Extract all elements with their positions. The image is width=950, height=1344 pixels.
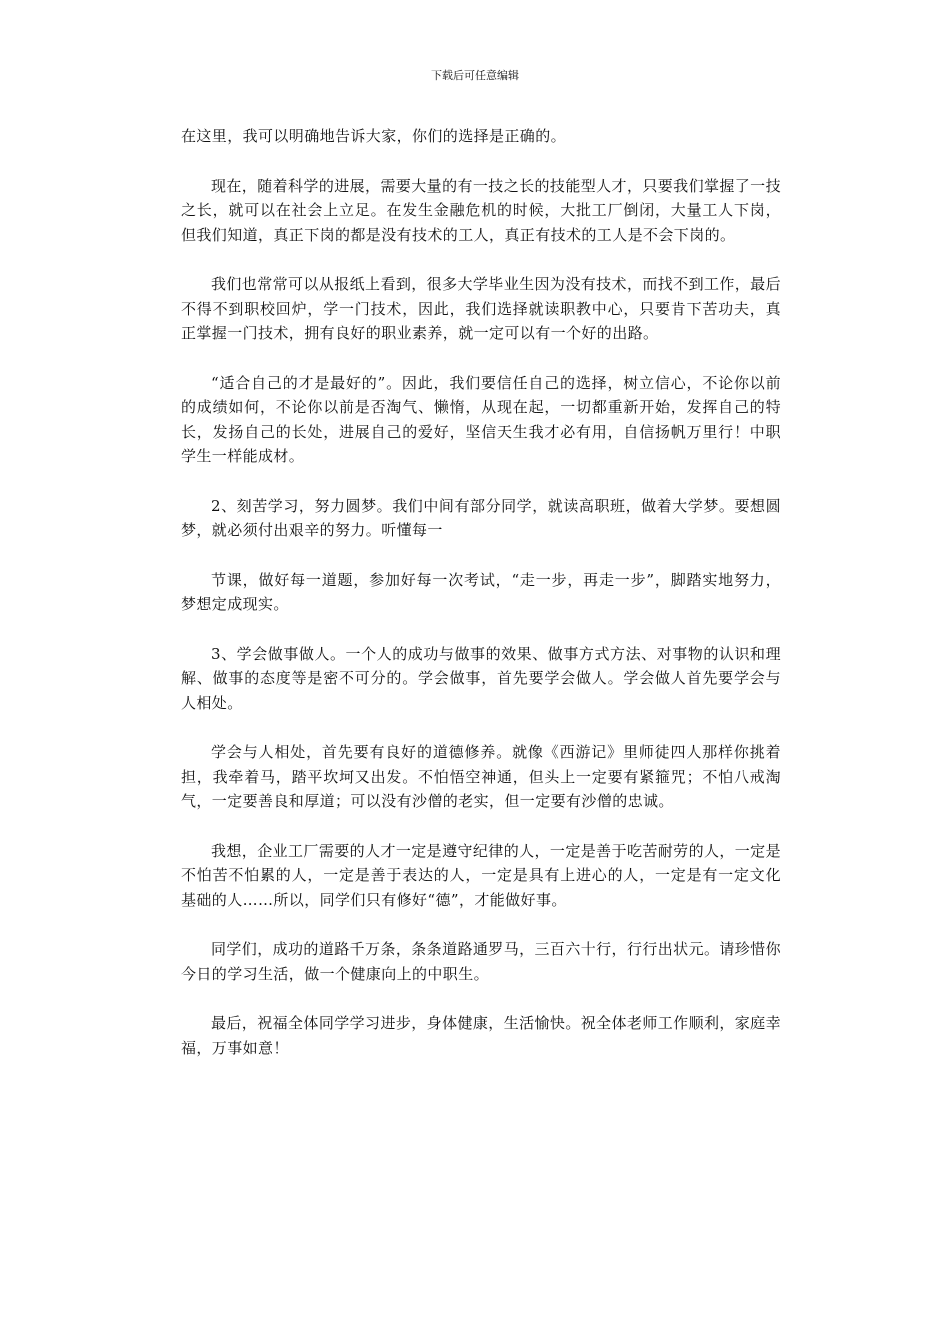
paragraph-6: 节课，做好每一道题，参加好每一次考试，“走一步，再走一步”，脚踏实地努力，梦想定成现实。: [181, 570, 781, 613]
paragraph-4: “适合自己的才是最好的”。因此，我们要信任自己的选择，树立信心，不论你以前的成绩如何，不论你以前是否淘气、懒惰，从现在起，一切都重新开始，发挥自己的特长，发扬自己的长处，进展自己的爱好，坚信天生我才必有用，自信扬帆万里行！中职学生一样能成材。: [181, 373, 781, 465]
paragraph-11: 最后，祝福全体同学学习进步，身体健康，生活愉快。祝全体老师工作顺利，家庭幸福，万事如意！: [181, 1014, 781, 1057]
paragraph-9: 我想，企业工厂需要的人才一定是遵守纪律的人，一定是善于吃苦耐劳的人，一定是不怕苦不怕累的人，一定是善于表达的人，一定是具有上进心的人，一定是有一定文化基础的人……所以，同学们只有修好“德”，才能做好事。: [181, 841, 781, 909]
paragraph-1: 在这里，我可以明确地告诉大家，你们的选择是正确的。: [181, 127, 567, 145]
paragraph-3: 我们也常常可以从报纸上看到，很多大学毕业生因为没有技术，而找不到工作，最后不得不到职校回炉，学一门技术，因此，我们选择就读职教中心，只要肯下苦功夫，真正掌握一门技术，拥有良好的职业素养，就一定可以有一个好的出路。: [181, 275, 781, 342]
paragraph-7: 3、学会做事做人。一个人的成功与做事的效果、做事方式方法、对事物的认识和理解、做事的态度等是密不可分的。学会做事，首先要学会做人。学会做人首先要学会与人相处。: [181, 644, 781, 712]
paragraph-2: 现在，随着科学的进展，需要大量的有一技之长的技能型人才，只要我们掌握了一技之长，就可以在社会上立足。在发生金融危机的时候，大批工厂倒闭，大量工人下岗，但我们知道，真正下岗的都是没有技术的工人，真正有技术的工人是不会下岗的。: [181, 176, 781, 244]
paragraph-10: 同学们，成功的道路千万条，条条道路通罗马，三百六十行，行行出状元。请珍惜你今日的学习生活，做一个健康向上的中职生。: [181, 940, 781, 983]
document-body: [181, 124, 781, 1060]
page-header: 下载后可任意编辑: [431, 69, 519, 82]
paragraph-8: 学会与人相处，首先要有良好的道德修养。就像《西游记》里师徒四人那样你挑着担，我牵着马，踏平坎坷又出发。不怕悟空神通，但头上一定要有紧箍咒；不怕八戒淘气，一定要善良和厚道；可以没有沙僧的老实，但一定要有沙僧的忠诚。: [181, 743, 781, 810]
paragraph-5: 2、刻苦学习，努力圆梦。我们中间有部分同学，就读高职班，做着大学梦。要想圆梦，就必须付出艰辛的努力。听懂每一: [181, 496, 781, 539]
